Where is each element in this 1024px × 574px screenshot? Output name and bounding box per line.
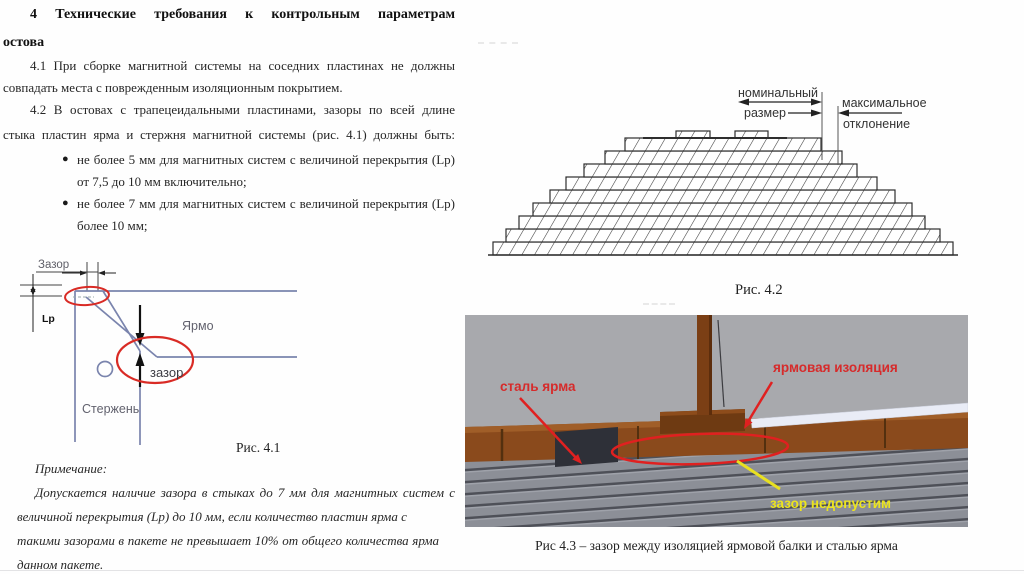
scan-artifact-mark <box>478 42 518 44</box>
section-heading-line-2: остова <box>3 35 45 50</box>
fig41-label-yarmo: Ярмо <box>182 319 214 333</box>
note-title: Примечание: <box>35 461 108 476</box>
bullet-marker: ● <box>62 153 69 165</box>
fig42-label-nominal-1: номинальный <box>738 86 818 100</box>
section-heading-line-1: 4 Технические требования к контрольным параметрам <box>30 7 455 22</box>
note-line-3: такими зазорами в пакете не превышает 10% от общего количества ярма <box>17 533 439 548</box>
scan-artifact-mark <box>643 303 675 305</box>
figure-4-1 <box>0 252 310 464</box>
note-line-4: данном пакете. <box>17 557 104 572</box>
fig43-caption: Рис 4.3 – зазор между изоляцией ярмовой балки и сталью ярма <box>535 538 898 553</box>
paragraph-4-1-line-1: 4.1 При сборке магнитной системы на соседних пластинах не должны <box>30 58 455 73</box>
fig42-lamination-stack <box>493 131 953 255</box>
fig42-label-max-1: максимальное <box>842 96 927 110</box>
paragraph-4-2-line-1: 4.2 В остовах с трапецеидальными пластинами, зазоры по всей длине <box>30 102 455 117</box>
fig41-label-zazor-top: Зазор <box>38 259 70 271</box>
note-line-1: Допускается наличие зазора в стыках до 7 мм для магнитных систем с <box>35 485 455 500</box>
fig41-label-sterzhen: Стержень <box>82 402 140 416</box>
fig41-label-lp: Lp <box>42 313 55 325</box>
paragraph-4-1-line-2: совпадать места с поврежденным изоляционным покрытием. <box>3 80 343 95</box>
fig41-label-zazor: зазор <box>150 365 184 380</box>
note-line-2: величиной перекрытия (Lp) до 10 мм, если количество пластин ярма с <box>17 509 407 524</box>
bullet-1-line-2: от 7,5 до 10 мм включительно; <box>77 174 247 189</box>
bullet-1-line-1: не более 5 мм для магнитных систем с величиной перекрытия (Lp) <box>77 152 455 167</box>
fig43-label-gap: зазор недопустим <box>770 496 892 511</box>
fig41-caption: Рис. 4.1 <box>236 440 281 455</box>
figure-4-2 <box>470 80 1024 305</box>
fig43-label-insulation: ярмовая изоляция <box>773 360 898 375</box>
bullet-2-line-1: не более 7 мм для магнитных систем с величиной перекрытия (Lp) <box>77 196 455 211</box>
fig42-caption: Рис. 4.2 <box>735 282 783 298</box>
page-bottom-edge <box>0 570 1024 571</box>
bullet-2-line-2: более 10 мм; <box>77 218 148 233</box>
fig42-label-max-2: отклонение <box>843 117 911 131</box>
fig43-label-steel: сталь ярма <box>500 379 576 394</box>
fig42-label-nominal-2: размер <box>744 106 786 120</box>
figure-4-3-photo <box>465 315 968 527</box>
paragraph-4-2-line-2: стыка пластин ярма и стержня магнитной системы (рис. 4.1) должны быть: <box>3 127 455 142</box>
fig41-bolt-hole <box>98 362 113 377</box>
bullet-marker: ● <box>62 197 69 209</box>
